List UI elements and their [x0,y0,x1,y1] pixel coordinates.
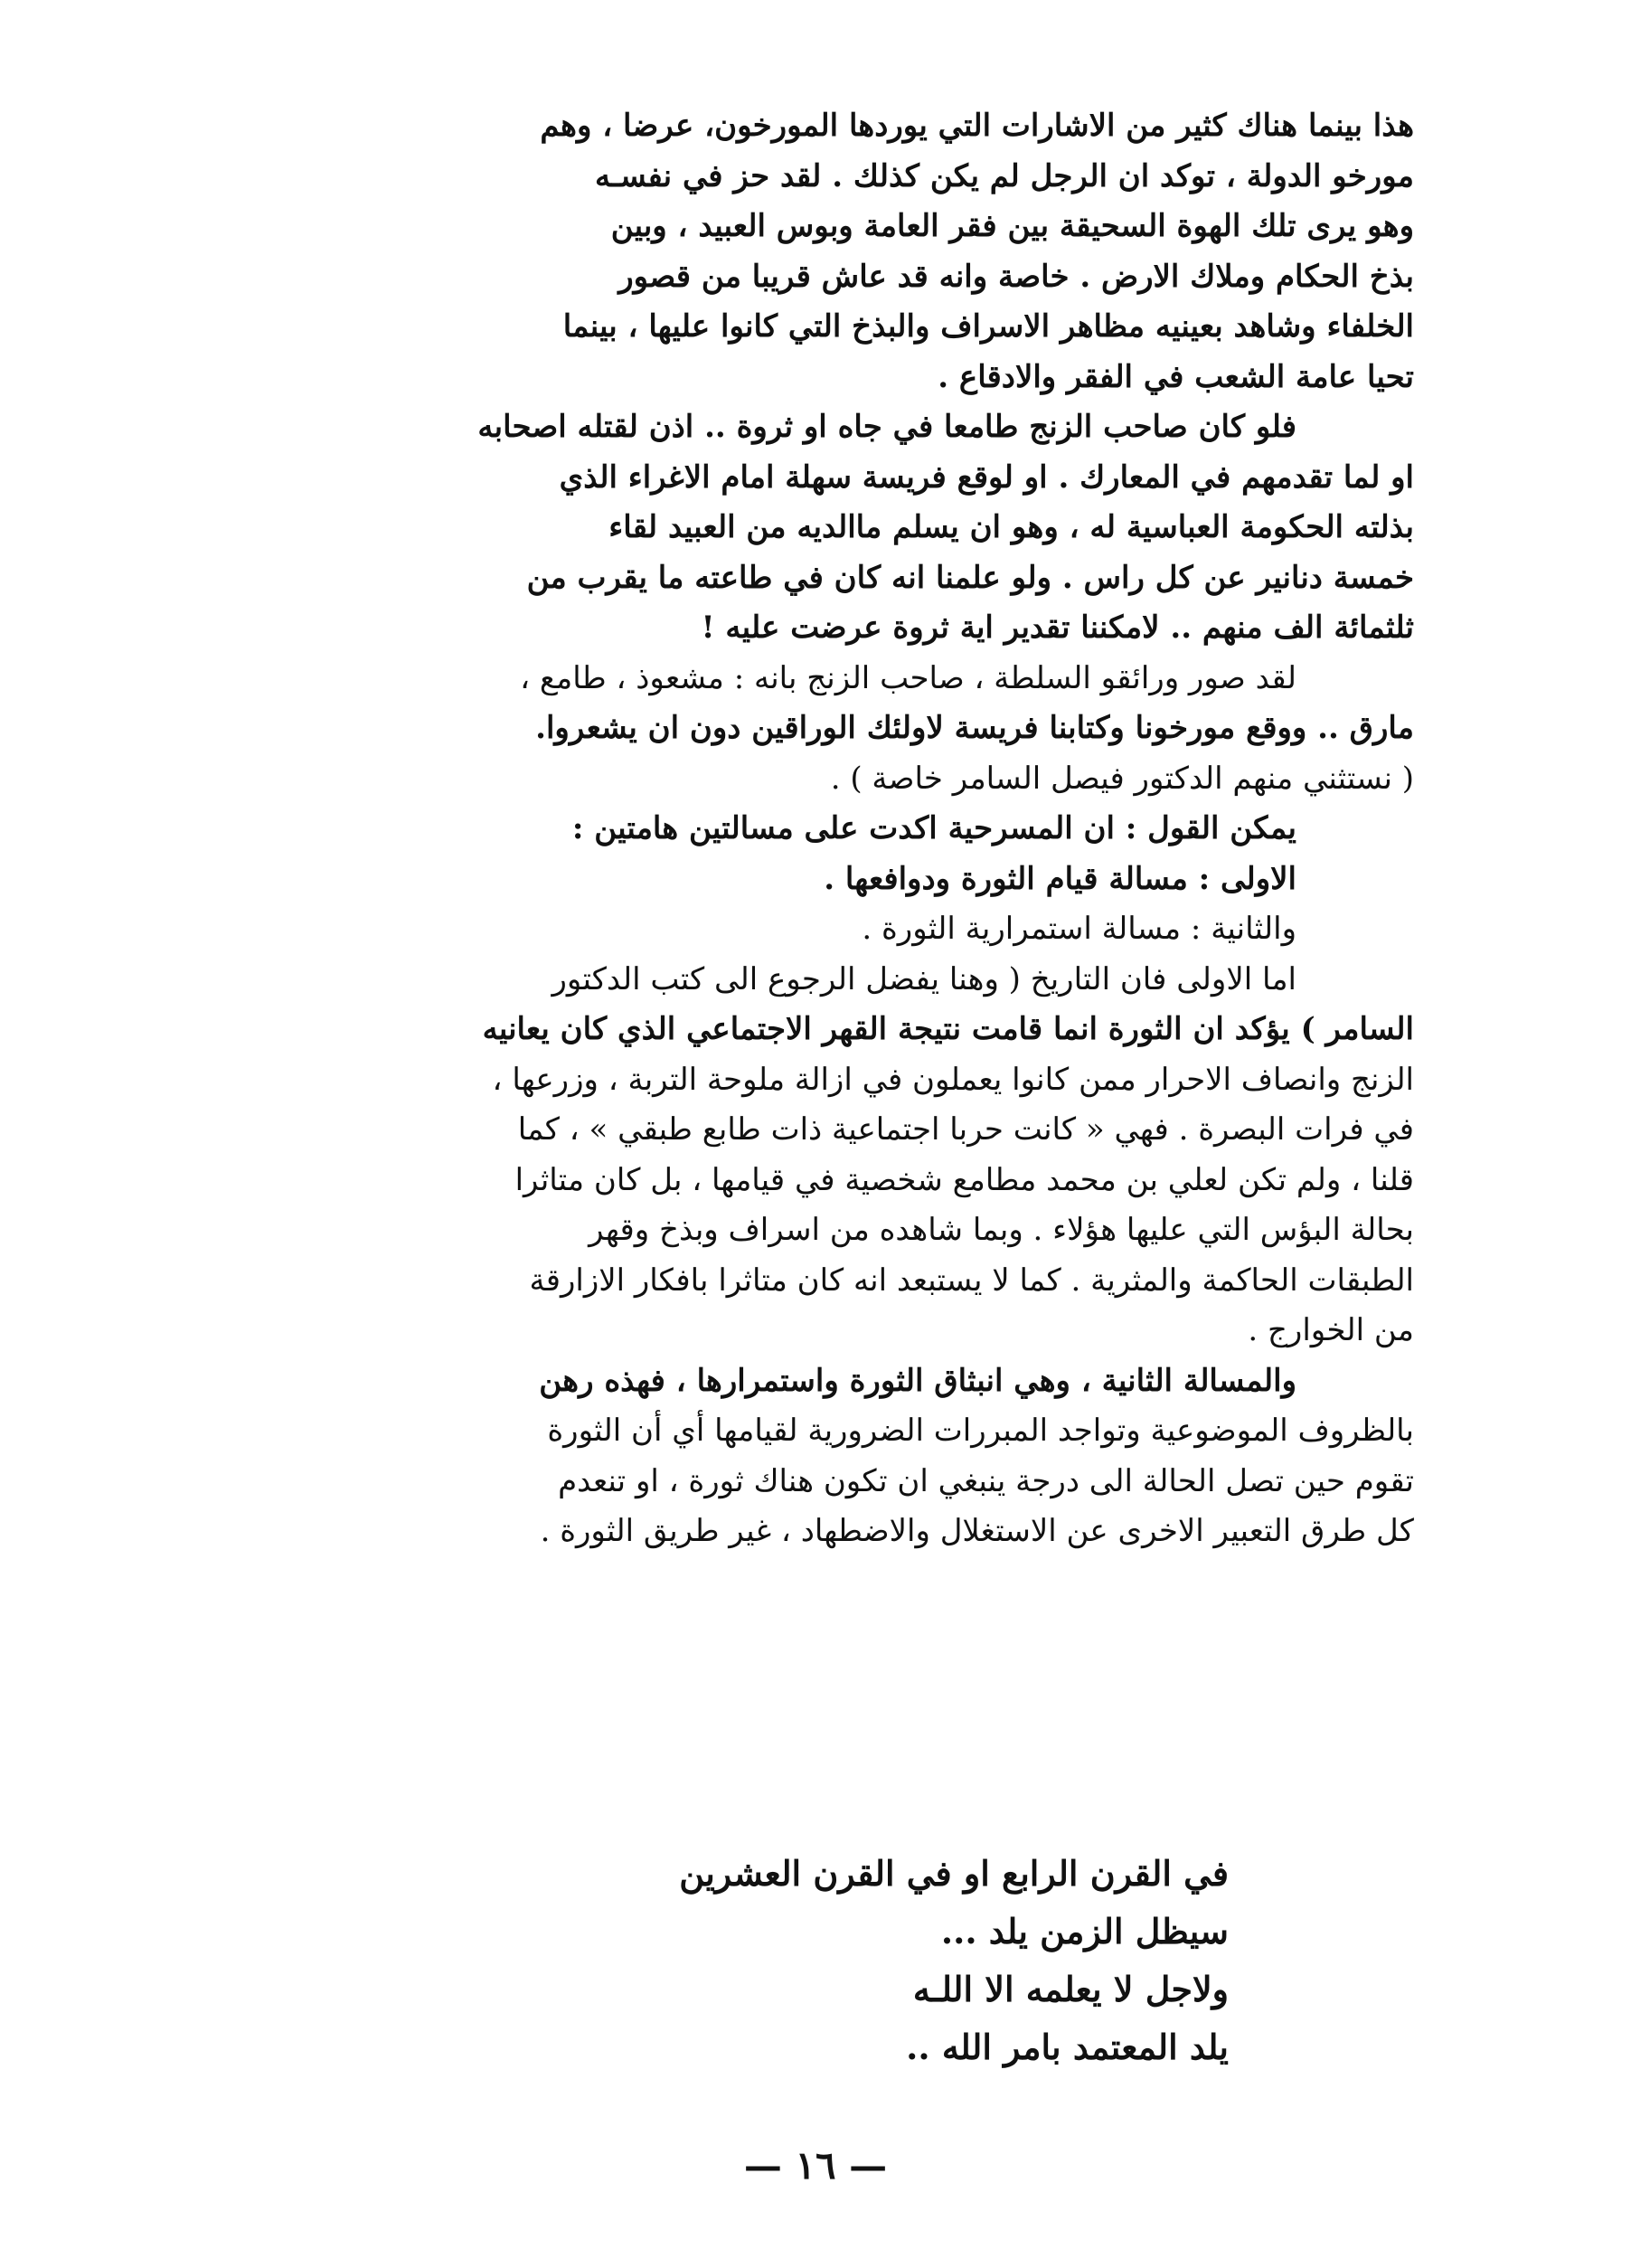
text-line: من الخوارج . [1248,1312,1414,1348]
text-line: الاولى : مسالة قيام الثورة ودوافعها . [824,860,1296,897]
text-line: وهو يرى تلك الهوة السحيقة بين فقر العامة وبوس العبيد ، وبين [610,208,1414,244]
text-line: ( نستثني منهم الدكتور فيصل السامر خاصة ) . [830,760,1414,797]
poem-line: يلد المعتمد بامر الله .. [906,2027,1229,2067]
text-line: والمسالة الثانية ، وهي انبثاق الثورة واستمرارها ، فهذه رهن [539,1362,1296,1399]
poem-line: ولاجل لا يعلمه الا اللـه [912,1969,1229,2009]
text-line: بالظروف الموضوعية وتواجد المبررات الضرورية لقيامها أي أن الثورة [547,1413,1414,1449]
text-line: يمكن القول : ان المسرحية اكدت على مسالتين هامتين : [571,810,1296,846]
text-line: الطبقات الحاكمة والمثرية . كما لا يستبعد انه كان متاثرا بافكار الازارقة [529,1262,1414,1299]
poem-verse [505,1845,1229,2076]
text-line: ثلثمائة الف منهم .. لامكننا تقدير اية ثروة عرضت عليه ! [701,610,1414,646]
poem-line: سيظل الزمن يلد ... [940,1911,1229,1951]
text-line: بذخ الحكام وملاك الارض . خاصة وانه قد عاش قريبا من قصور [618,258,1414,295]
text-line: والثانية : مسالة استمرارية الثورة . [862,911,1296,947]
page-number: — ١٦ — [743,2143,888,2188]
text-line: مارق .. ووقع مورخونا وكتابنا فريسة لاولئك الوراقين دون ان يشعروا. [535,710,1414,746]
text-line: الخلفاء وشاهد بعينيه مظاهر الاسراف والبذخ التي كانوا عليها ، بينما [562,308,1414,345]
text-line: كل طرق التعبير الاخرى عن الاستغلال والاضطهاد ، غير طريق الثورة . [540,1513,1414,1549]
text-line: بذلته الحكومة العباسية له ، وهو ان يسلم ماالديه من العبيد لقاء [608,509,1414,545]
text-line: في فرات البصرة . فهي « كانت حربا اجتماعية ذات طابع طبقي » ، كما [517,1111,1414,1148]
text-line: او لما تقدمهم في المعارك . او لوقع فريسة سهلة امام الاغراء الذي [559,458,1414,496]
poem-line: في القرن الرابع او في القرن العشرين [679,1853,1229,1894]
text-line: تقوم حين تصل الحالة الى درجة ينبغي ان تكون هناك ثورة ، او تنعدم [558,1462,1414,1499]
text-line: اما الاولى فان التاريخ ( وهنا يفضل الرجوع الى كتب الدكتور [552,960,1296,997]
text-line: لقد صور ورائقو السلطة ، صاحب الزنج بانه : مشعوذ ، طامع ، [520,659,1296,696]
text-line: هذا بينما هناك كثير من الاشارات التي يوردها المورخون، عرضا ، وهم [540,108,1414,144]
text-line: خمسة دنانير عن كل راس . ولو علمنا انه كان في طاعته ما يقرب من [526,559,1414,596]
text-line: مورخو الدولة ، توكد ان الرجل لم يكن كذلك . لقد حز في نفسـه [594,157,1414,194]
text-line: فلو كان صاحب الزنج طامعا في جاه او ثروة .. اذن لقتله اصحابه [477,409,1296,445]
text-line: الزنج وانصاف الاحرار ممن كانوا يعملون في ازالة ملوحة التربة ، وزرعها ، [492,1061,1414,1098]
body-text [212,101,1414,1557]
text-line: قلنا ، ولم تكن لعلي بن محمد مطامع شخصية في قيامها ، بل كان متاثرا [514,1161,1414,1198]
text-line: تحيا عامة الشعب في الفقر والادقاع . [938,358,1414,395]
text-line: السامر ) يؤكد ان الثورة انما قامت نتيجة القهر الاجتماعي الذي كان يعانيه [482,1011,1414,1047]
text-line: بحالة البؤس التي عليها هؤلاء . وبما شاهده من اسراف وبذخ وقهر [589,1212,1414,1248]
